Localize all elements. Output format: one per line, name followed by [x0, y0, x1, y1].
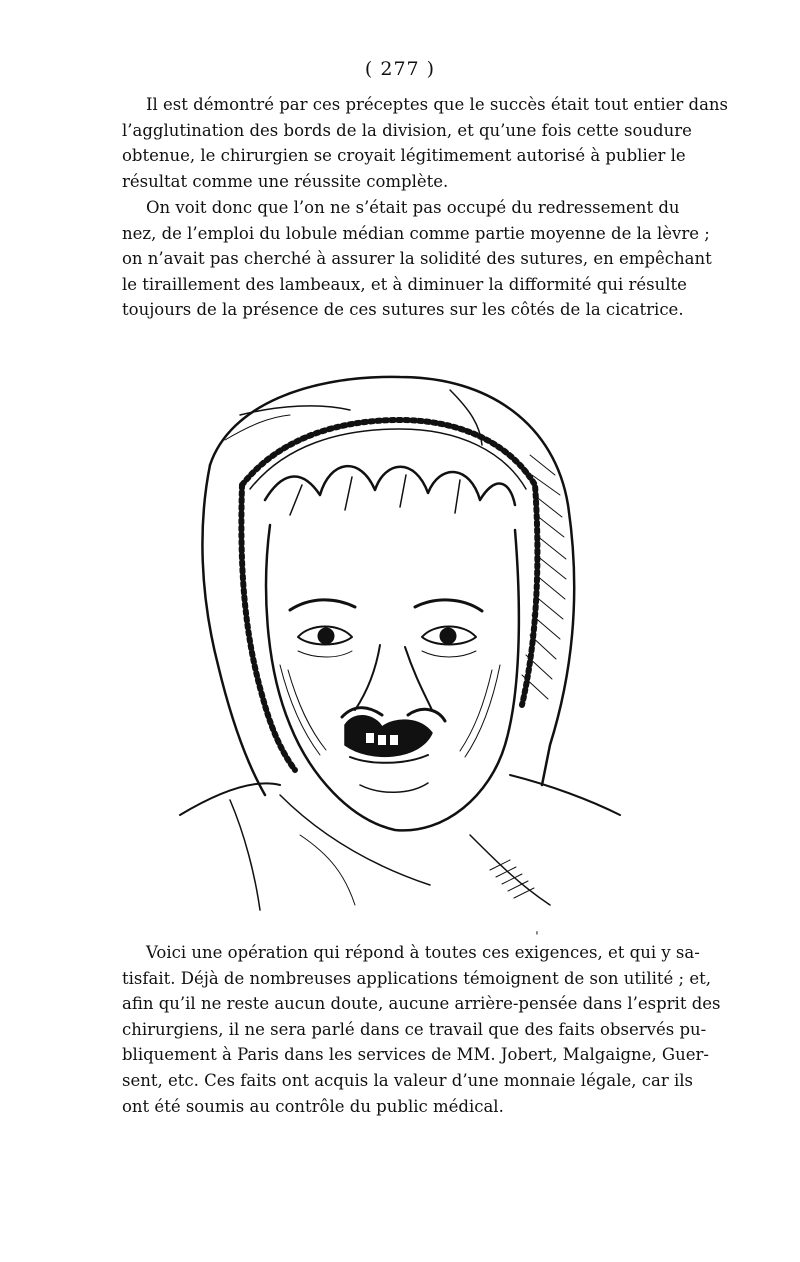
paragraph-line: toujours de la présence de ces sutures sur les côtés de la cicatrice. [122, 300, 684, 320]
ink-speck: ˌ [535, 921, 539, 937]
paragraph-line: résultat comme une réussite complète. [122, 171, 449, 191]
paragraph-line: chirurgiens, il ne sera parlé dans ce travail que des faits observés pu- [122, 1019, 707, 1039]
paragraph-line: Voici une opération qui répond à toutes ces exigences, et qui y sa- [146, 943, 700, 962]
paragraph-line: afin qu’il ne reste aucun doute, aucune arrière-pensée dans l’esprit des [122, 994, 721, 1014]
page-number: ( 277 ) [364, 58, 436, 80]
paragraph-1 [122, 92, 729, 194]
paragraph-line: On voit donc que l’on ne s’était pas occupé du redressement du [146, 198, 680, 217]
paragraph-3 [122, 940, 721, 1119]
paragraph-line: tisfait. Déjà de nombreuses applications témoignent de son utilité ; et, [122, 968, 711, 988]
paragraph-line: bliquement à Paris dans les services de MM. Jobert, Malgaigne, Guer- [122, 1045, 709, 1065]
engraving-child-cleft-lip-portrait-icon [170, 365, 630, 925]
paragraph-line: Il est démontré par ces préceptes que le succès était tout entier dans [146, 95, 729, 114]
paragraph-line: l’agglutination des bords de la division, et qu’une fois cette soudure [122, 120, 692, 140]
paragraph-line: sent, etc. Ces faits ont acquis la valeur d’une monnaie légale, car ils [122, 1070, 694, 1090]
paragraph-line: obtenue, le chirurgien se croyait légitimement autorisé à publier le [122, 146, 686, 166]
paragraph-line: nez, de l’emploi du lobule médian comme partie moyenne de la lèvre ; [122, 223, 710, 243]
paragraph-line: on n’avait pas cherché à assurer la solidité des sutures, en empêchant [122, 249, 712, 269]
paragraph-line: ont été soumis au contrôle du public médical. [122, 1096, 504, 1116]
paragraph-line: le tiraillement des lambeaux, et à diminuer la difformité qui résulte [122, 274, 687, 294]
paragraph-2 [122, 195, 712, 323]
